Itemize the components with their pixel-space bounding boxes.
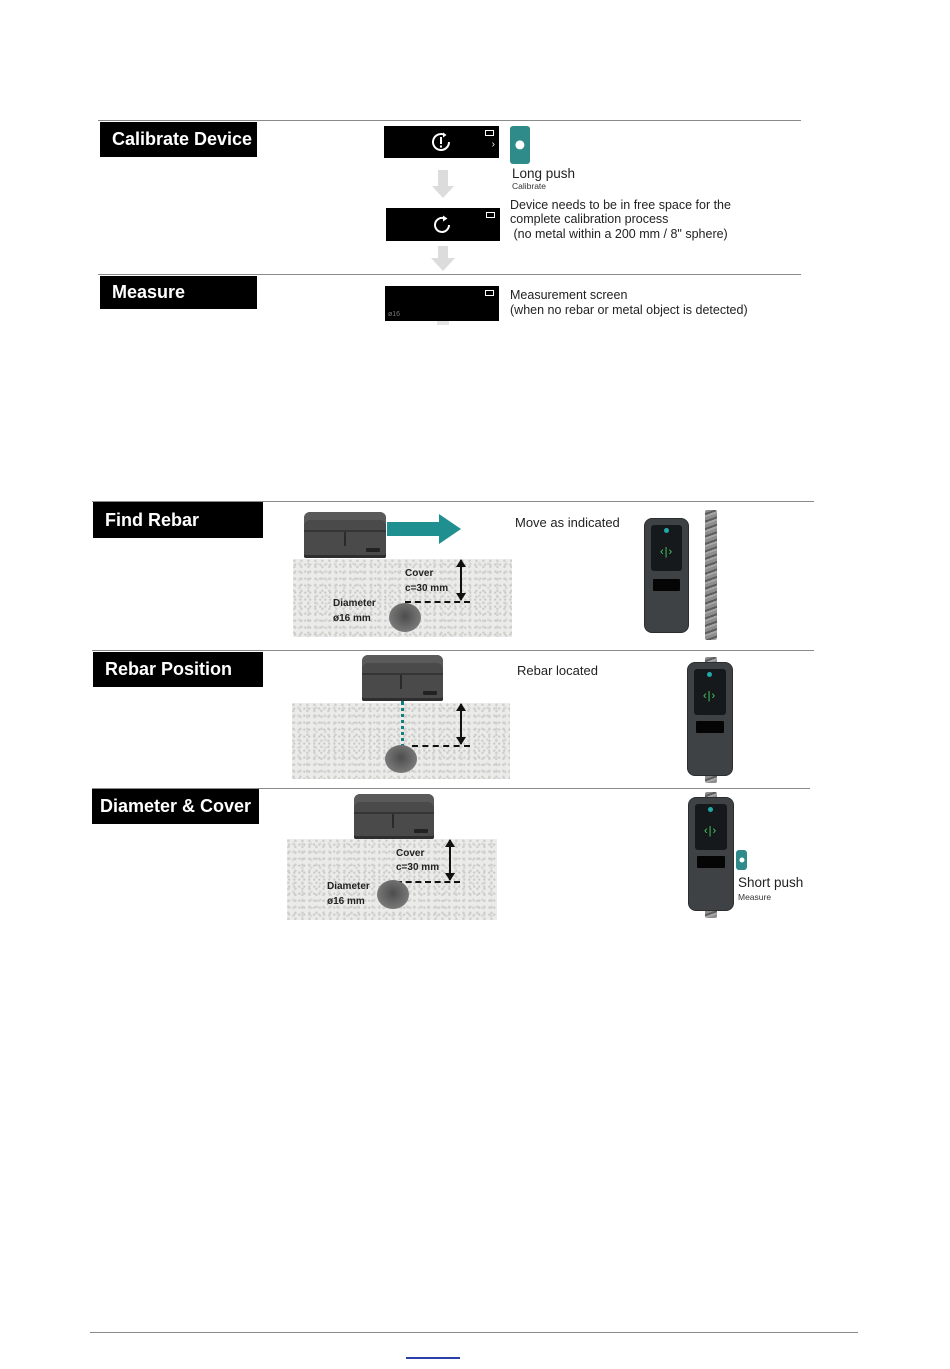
- short-push-button-icon: [736, 850, 747, 870]
- cover-label-1: Cover: [405, 568, 434, 579]
- label-calibrate-device: [100, 122, 257, 157]
- label-rebar-position: [93, 652, 263, 687]
- diameter-label-1: Diameter: [333, 598, 376, 609]
- measure-note-line2: (when no rebar or metal object is detected): [510, 303, 748, 317]
- footer-rule: [90, 1332, 858, 1333]
- direction-indicator-icon: ‹|›: [703, 690, 717, 702]
- battery-icon: [485, 130, 494, 136]
- calibrate-note-line1: Device needs to be in free space for the: [510, 198, 731, 212]
- rule-calibrate: [98, 120, 801, 121]
- diameter-label-2: Diameter: [327, 881, 370, 892]
- long-push-button-icon: [510, 126, 530, 164]
- label-find-rebar: [93, 502, 263, 538]
- battery-icon: [485, 290, 494, 296]
- cover-line: [412, 745, 470, 747]
- profometer-device-3: [689, 798, 733, 910]
- diameter-value-1: ø16 mm: [333, 613, 371, 624]
- refresh-icon: [430, 213, 454, 237]
- measure-screen-value: ø16: [388, 311, 401, 318]
- double-arrow-icon: [449, 840, 451, 880]
- label-rebar-position-text: Rebar Position: [105, 659, 233, 679]
- logo-icon: [707, 672, 712, 677]
- diameter-value-2: ø16 mm: [327, 896, 365, 907]
- rebar-cross-section-2: [385, 745, 417, 773]
- measure-note-line1: Measurement screen: [510, 288, 628, 302]
- battery-icon: [486, 212, 495, 218]
- find-rebar-instruction: Move as indicated: [515, 515, 620, 530]
- long-push-sub: Calibrate: [512, 181, 547, 191]
- logo-icon: [708, 807, 713, 812]
- label-diameter-cover: [92, 789, 259, 824]
- direction-indicator-icon: ‹|›: [704, 825, 718, 837]
- double-arrow-icon: [460, 704, 462, 744]
- cover-line: [396, 881, 460, 883]
- long-push-title: Long push: [512, 166, 576, 181]
- rebar-position-instruction: Rebar located: [517, 663, 598, 678]
- calibrating-screen: [386, 208, 500, 241]
- label-diameter-cover-text: Diameter & Cover: [100, 796, 252, 816]
- rule-rebar-position: [92, 650, 814, 651]
- short-push-title: Short push: [738, 875, 804, 890]
- flow-arrow-stub: [437, 321, 449, 325]
- footer-link-underline[interactable]: [406, 1357, 460, 1359]
- label-measure: [100, 276, 257, 309]
- cover-value-2: c=30 mm: [396, 862, 440, 873]
- rebar-cross-section-3: [377, 880, 409, 909]
- cover-label-2: Cover: [396, 848, 425, 859]
- double-arrow-icon: [460, 560, 462, 600]
- cover-value-1: c=30 mm: [405, 583, 449, 594]
- label-measure-text: Measure: [112, 282, 186, 302]
- calibrate-note-line2: complete calibration process: [510, 212, 669, 226]
- calibrate-screen: [384, 126, 499, 158]
- rule-measure: [98, 274, 801, 275]
- rebar-cross-section-1: [389, 603, 421, 632]
- move-right-arrow-icon: [387, 514, 463, 544]
- flow-arrow-1: [432, 170, 454, 200]
- scanner-device-find: [304, 512, 386, 558]
- label-find-rebar-text: Find Rebar: [105, 509, 200, 530]
- rebar-rod-1: [705, 510, 717, 640]
- direction-indicator-icon: ‹|›: [660, 546, 674, 558]
- alert-cycle-icon: [429, 130, 453, 154]
- short-push-sub: Measure: [738, 892, 772, 902]
- profometer-device-2: [688, 663, 732, 775]
- scanner-device-position: [362, 655, 443, 701]
- measure-screen: [385, 286, 499, 321]
- cover-line: [405, 601, 470, 603]
- logo-icon: [664, 528, 669, 533]
- profometer-device-1: [645, 519, 688, 632]
- calibrate-note-line3: (no metal within a 200 mm / 8" sphere): [510, 227, 728, 241]
- chevron-right-icon: ›: [491, 139, 495, 150]
- scanner-device-diameter: [354, 794, 434, 839]
- flow-arrow-2: [431, 246, 455, 274]
- label-calibrate-text: Calibrate Device: [112, 129, 253, 149]
